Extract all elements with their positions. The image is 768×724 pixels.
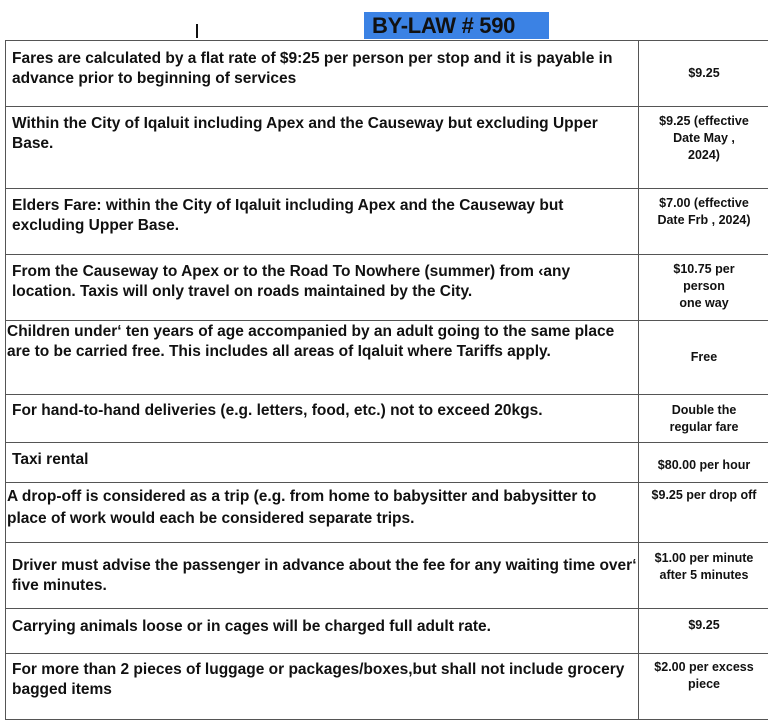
table-row <box>6 41 768 107</box>
fee-text: $7.00 (effective Date Frb , 2024) <box>657 196 751 227</box>
table-row <box>6 443 768 483</box>
fee-cell <box>639 107 768 189</box>
fee-cell <box>639 443 768 483</box>
fee-cell <box>639 41 768 107</box>
description-text: For hand-to-hand deliveries (e.g. letters, food, etc.) not to exceed 20kgs. <box>12 402 543 419</box>
description-cell <box>6 543 639 609</box>
fare-table <box>5 40 768 720</box>
description-cell <box>6 483 639 543</box>
description-text: Driver must advise the passenger in advance about the fee for any waiting time over‘ five minutes. <box>12 556 637 594</box>
description-text: Carrying animals loose or in cages will be charged full adult rate. <box>12 618 491 635</box>
description-text: A drop-off is considered as a trip (e.g. from home to babysitter and babysitter to place of work would each be considered separate trips. <box>7 488 597 527</box>
fee-text: $9.25 <box>688 66 720 80</box>
fee-text: $9.25 <box>688 618 720 632</box>
fee-cell <box>639 395 768 443</box>
description-cell <box>6 107 639 189</box>
description-text: Elders Fare: within the City of Iqaluit including Apex and the Causeway but excluding Upper Base. <box>12 197 564 234</box>
table-row <box>6 609 768 654</box>
fee-text: $80.00 per hour <box>657 458 751 472</box>
table-row <box>6 654 768 720</box>
text-cursor <box>196 24 198 38</box>
description-cell <box>6 255 639 321</box>
description-cell <box>6 321 639 395</box>
description-text: Fares are calculated by a flat rate of $9:25 per person per stop and it is payable in advance prior to beginning of services <box>12 50 613 87</box>
description-text: For more than 2 pieces of luggage or packages/boxes,but shall not include grocery bagged items <box>12 661 625 698</box>
fee-cell <box>639 255 768 321</box>
fee-cell <box>639 543 768 609</box>
table-row <box>6 395 768 443</box>
fee-text: $10.75 per person one way <box>673 262 735 310</box>
description-cell <box>6 654 639 720</box>
description-cell <box>6 41 639 107</box>
description-cell <box>6 443 639 483</box>
description-text: Children under‘ ten years of age accompanied by an adult going to the same place are to be carried free. This includes all areas of Iqaluit where Tariffs apply. <box>7 323 615 360</box>
description-text: From the Causeway to Apex or to the Road To Nowhere (summer) from ‹any location. Taxis will only travel on roads maintained by the City. <box>12 263 571 300</box>
fee-text: $2.00 per excess piece <box>654 660 754 691</box>
fee-text: Free <box>690 350 718 364</box>
description-text: Taxi rental <box>12 451 89 468</box>
table-row <box>6 189 768 255</box>
fee-text: $9.25 (effective Date May , 2024) <box>659 114 749 162</box>
page-title: BY-LAW # 590 <box>372 13 516 38</box>
fee-text: $9.25 per drop off <box>651 488 757 502</box>
table-row <box>6 543 768 609</box>
fee-text: $1.00 per minute after 5 minutes <box>654 551 754 582</box>
fee-cell <box>639 321 768 395</box>
fee-text: Double the regular fare <box>669 402 739 434</box>
table-row <box>6 107 768 189</box>
description-cell <box>6 609 639 654</box>
table-row <box>6 321 768 395</box>
description-cell <box>6 395 639 443</box>
description-text: Within the City of Iqaluit including Apex and the Causeway but excluding Upper Base. <box>12 115 598 152</box>
fee-cell <box>639 654 768 720</box>
fee-cell <box>639 483 768 543</box>
table-row <box>6 255 768 321</box>
description-cell <box>6 189 639 255</box>
fee-cell <box>639 189 768 255</box>
fee-cell <box>639 609 768 654</box>
table-row <box>6 483 768 543</box>
